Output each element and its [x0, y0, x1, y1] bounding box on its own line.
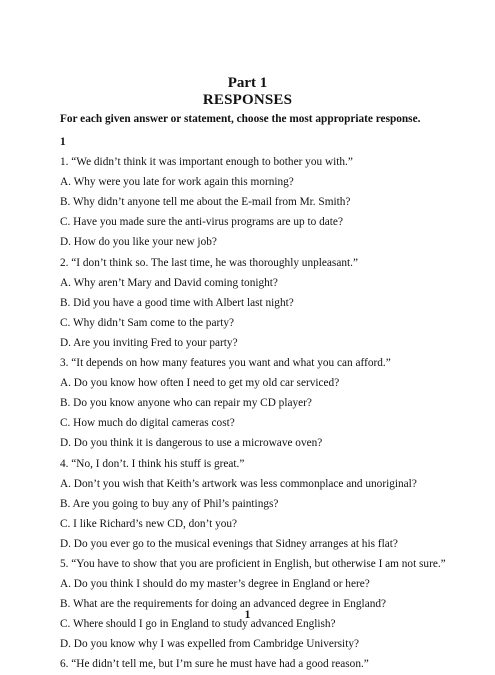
option-4a: A. Don’t you wish that Keith’s artwork was less commonplace and unoriginal?	[60, 477, 417, 490]
option-4c: C. I like Richard’s new CD, don’t you?	[60, 517, 238, 530]
option-4b: B. Are you going to buy any of Phil’s paintings?	[60, 497, 279, 510]
option-2d: D. Are you inviting Fred to your party?	[60, 336, 238, 349]
option-3d: D. Do you think it is dangerous to use a microwave oven?	[60, 437, 323, 450]
part-subtitle: RESPONSES	[202, 92, 293, 108]
question-list	[60, 132, 490, 675]
option-1b: B. Why didn’t anyone tell me about the E-mail from Mr. Smith?	[60, 196, 351, 209]
option-1c: C. Have you made sure the anti-virus programs are up to date?	[60, 216, 343, 229]
option-5c: C. Where should I go in England to study advanced English?	[60, 618, 336, 631]
question-1: 1. “We didn’t think it was important enough to bother you with.”	[60, 156, 353, 169]
option-1a: A. Why were you late for work again this morning?	[60, 176, 294, 189]
question-6: 6. “He didn’t tell me, but I’m sure he must have had a good reason.”	[60, 658, 369, 671]
page-number: 1	[244, 609, 251, 621]
option-3c: C. How much do digital cameras cost?	[60, 417, 235, 430]
option-2b: B. Did you have a good time with Albert last night?	[60, 296, 294, 309]
option-3a: A. Do you know how often I need to get my old car serviced?	[60, 377, 340, 390]
option-1d: D. How do you like your new job?	[60, 236, 217, 249]
question-3: 3. “It depends on how many features you want and what you can afford.”	[60, 357, 391, 370]
option-5b: B. What are the requirements for doing an advanced degree in England?	[60, 598, 387, 611]
option-2a: A. Why aren’t Mary and David coming tonight?	[60, 276, 278, 289]
option-5a: A. Do you think I should do my master’s degree in England or here?	[60, 578, 370, 591]
option-3b: B. Do you know anyone who can repair my CD player?	[60, 397, 312, 410]
instructions: For each given answer or statement, choose the most appropriate response.	[60, 113, 421, 125]
option-2c: C. Why didn’t Sam come to the party?	[60, 316, 235, 329]
section-number: 1	[60, 136, 66, 148]
question-2: 2. “I don’t think so. The last time, he was thoroughly unpleasant.”	[60, 256, 358, 269]
part-title: Part 1	[227, 75, 268, 91]
option-4d: D. Do you ever go to the musical evenings that Sidney arranges at his flat?	[60, 537, 398, 550]
question-4: 4. “No, I don’t. I think his stuff is great.”	[60, 457, 245, 470]
question-5: 5. “You have to show that you are proficient in English, but otherwise I am not sure.”	[60, 557, 446, 570]
option-5d: D. Do you know why I was expelled from Cambridge University?	[60, 638, 359, 651]
